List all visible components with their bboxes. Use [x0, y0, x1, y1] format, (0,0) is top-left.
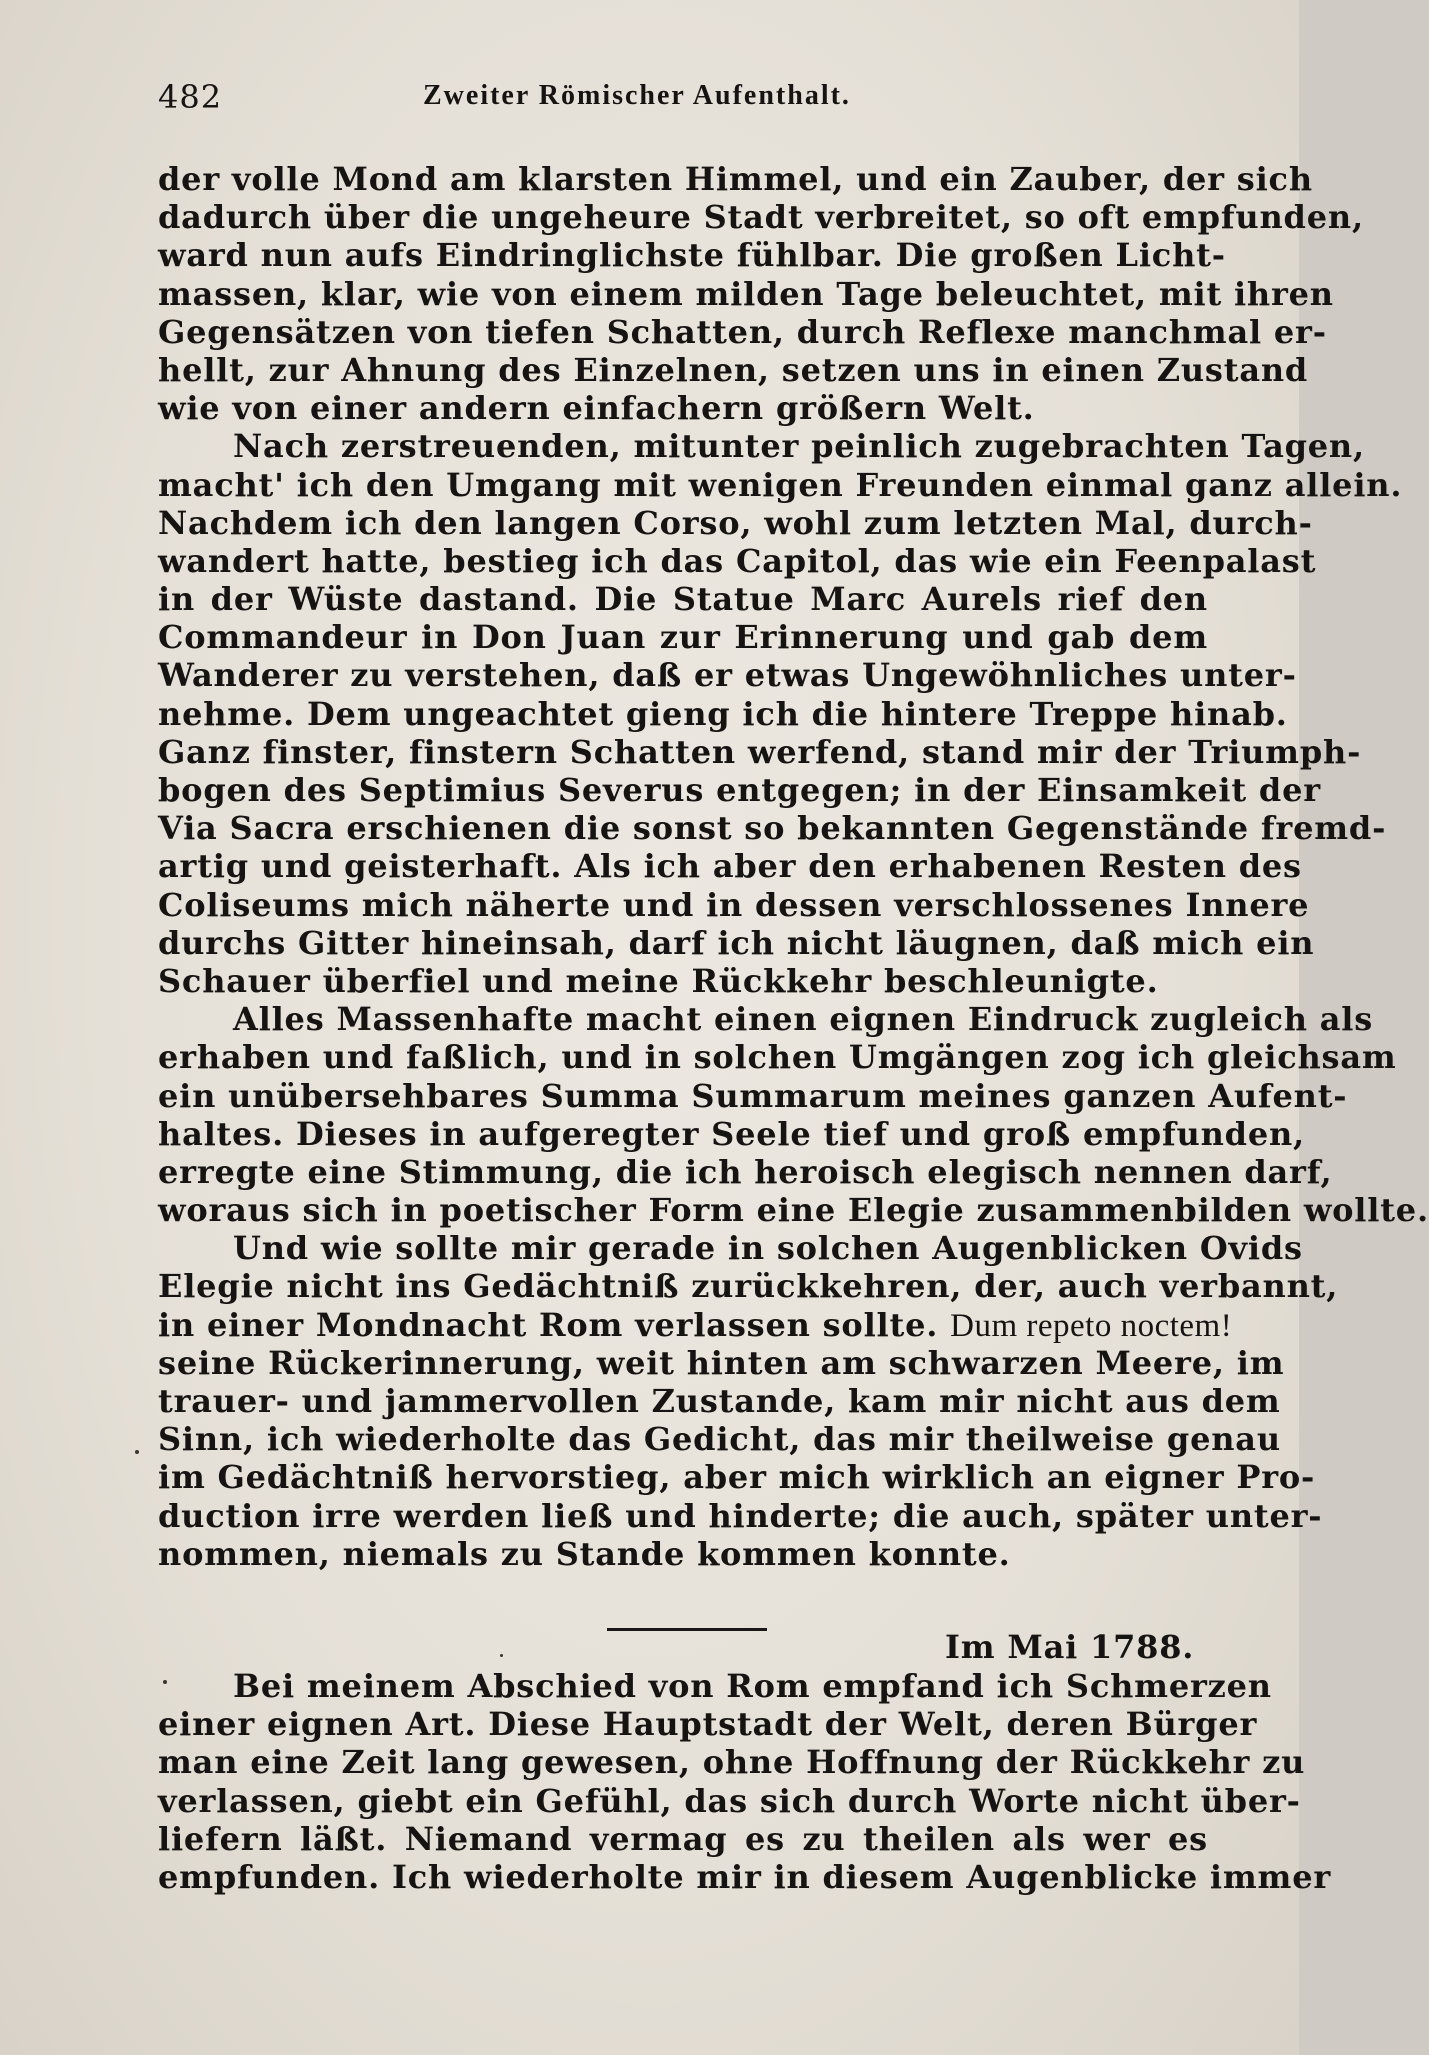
- paragraph-start: Und wie sollte mir gerade in solchen Augenblicken Ovids: [233, 1229, 1303, 1268]
- text-line: verlassen, giebt ein Gefühl, das sich durch Worte nicht über-: [158, 1781, 1301, 1820]
- ink-speck: [135, 1450, 139, 1454]
- text-line: artig und geisterhaft. Als ich aber den erhabenen Resten des: [158, 847, 1302, 886]
- text-line: empfunden. Ich wiederholte mir in diesem Augenblicke immer: [158, 1857, 1332, 1896]
- text-line: nommen, niemals zu Stande kommen konnte.: [158, 1534, 1011, 1573]
- text-line: man eine Zeit lang gewesen, ohne Hoffnung der Rückkehr zu: [158, 1743, 1306, 1782]
- text-line: Nachdem ich den langen Corso, wohl zum letzten Mal, durch-: [158, 503, 1313, 542]
- text-line: haltes. Dieses in aufgeregter Seele tief und groß empfunden,: [158, 1114, 1305, 1153]
- text-line: wandert hatte, bestieg ich das Capitol, das wie ein Feenpalast: [158, 541, 1317, 580]
- text-line: der volle Mond am klarsten Himmel, und ein Zauber, der sich: [158, 160, 1313, 198]
- text-line: einer eignen Art. Diese Hauptstadt der Welt, deren Bürger: [158, 1705, 1258, 1744]
- text-line: liefern läßt. Niemand vermag es zu theilen als wer es: [158, 1819, 1208, 1858]
- section-divider: [607, 1628, 767, 1631]
- text-line-with-latin: [158, 1305, 1233, 1344]
- text-line: ein unübersehbares Summa Summarum meines ganzen Aufent-: [158, 1076, 1348, 1115]
- latin-quote: Dum repeto noctem!: [950, 1307, 1233, 1344]
- text-line: dadurch über die ungeheure Stadt verbreitet, so oft empfunden,: [158, 198, 1364, 237]
- paragraph-start: Bei meinem Abschied von Rom empfand ich Schmerzen: [233, 1667, 1272, 1705]
- second-text-block: [158, 1667, 1332, 1896]
- text-line: in der Wüste dastand. Die Statue Marc Aurels rief den: [158, 580, 1208, 619]
- text-line: Via Sacra erschienen die sonst so bekannten Gegenstände fremd-: [158, 809, 1387, 848]
- text-line: Sinn, ich wiederholte das Gedicht, das mir theilweise genau: [158, 1420, 1281, 1459]
- text-line: Wanderer zu verstehen, daß er etwas Ungewöhnliches unter-: [158, 656, 1297, 695]
- text-line: macht' ich den Umgang mit wenigen Freunden einmal ganz allein.: [158, 465, 1403, 504]
- paragraph-start: Alles Massenhafte macht einen eignen Eindruck zugleich als: [233, 1000, 1374, 1039]
- text-line: hellt, zur Ahnung des Einzelnen, setzen uns in einen Zustand: [158, 350, 1309, 389]
- text-line: Commandeur in Don Juan zur Erinnerung und gab dem: [158, 618, 1208, 657]
- text-segment: in einer Mondnacht Rom verlassen sollte.: [158, 1305, 939, 1344]
- text-line: massen, klar, wie von einem milden Tage beleuchtet, mit ihren: [158, 274, 1334, 313]
- ink-speck: [163, 1680, 167, 1684]
- main-text-block: [158, 160, 1429, 1573]
- text-line: bogen des Septimius Severus entgegen; in der Einsamkeit der: [158, 771, 1321, 809]
- page-number: 482: [158, 78, 223, 116]
- text-line: Schauer überfiel und meine Rückkehr beschleunigte.: [158, 961, 1159, 1000]
- paragraph-start: Nach zerstreuenden, mitunter peinlich zugebrachten Tagen,: [233, 427, 1365, 466]
- ink-speck: [500, 1654, 503, 1657]
- text-line: Elegie nicht ins Gedächtniß zurückkehren, der, auch verbannt,: [158, 1267, 1339, 1306]
- dateline: Im Mai 1788.: [945, 1628, 1195, 1666]
- text-line: erregte eine Stimmung, die ich heroisch elegisch nennen darf,: [158, 1152, 1333, 1191]
- text-line: erhaben und faßlich, und in solchen Umgängen zog ich gleichsam: [158, 1038, 1397, 1077]
- text-line: durchs Gitter hineinsah, darf ich nicht läugnen, daß mich ein: [158, 923, 1315, 962]
- text-line: nehme. Dem ungeachtet gieng ich die hintere Treppe hinab.: [158, 694, 1288, 733]
- text-line: seine Rückerinnerung, weit hinten am schwarzen Meere, im: [158, 1343, 1285, 1382]
- text-line: duction irre werden ließ und hinderte; die auch, später unter-: [158, 1496, 1323, 1535]
- text-line: Gegensätzen von tiefen Schatten, durch Reflexe manchmal er-: [158, 312, 1327, 351]
- text-line: im Gedächtniß hervorstieg, aber mich wirklich an eigner Pro-: [158, 1458, 1316, 1497]
- text-line: ward nun aufs Eindringlichste fühlbar. Die großen Licht-: [158, 236, 1226, 275]
- text-line: trauer- und jammervollen Zustande, kam mir nicht aus dem: [158, 1382, 1281, 1420]
- running-title: Zweiter Römischer Aufenthalt.: [423, 80, 851, 111]
- text-line: wie von einer andern einfachern größern Welt.: [158, 389, 1035, 428]
- text-line: woraus sich in poetischer Form eine Elegie zusammenbilden wollte.: [158, 1191, 1429, 1230]
- text-line: Coliseums mich näherte und in dessen verschlossenes Innere: [158, 885, 1310, 924]
- text-line: Ganz finster, finstern Schatten werfend, stand mir der Triumph-: [158, 732, 1362, 771]
- page-header: [158, 78, 1211, 128]
